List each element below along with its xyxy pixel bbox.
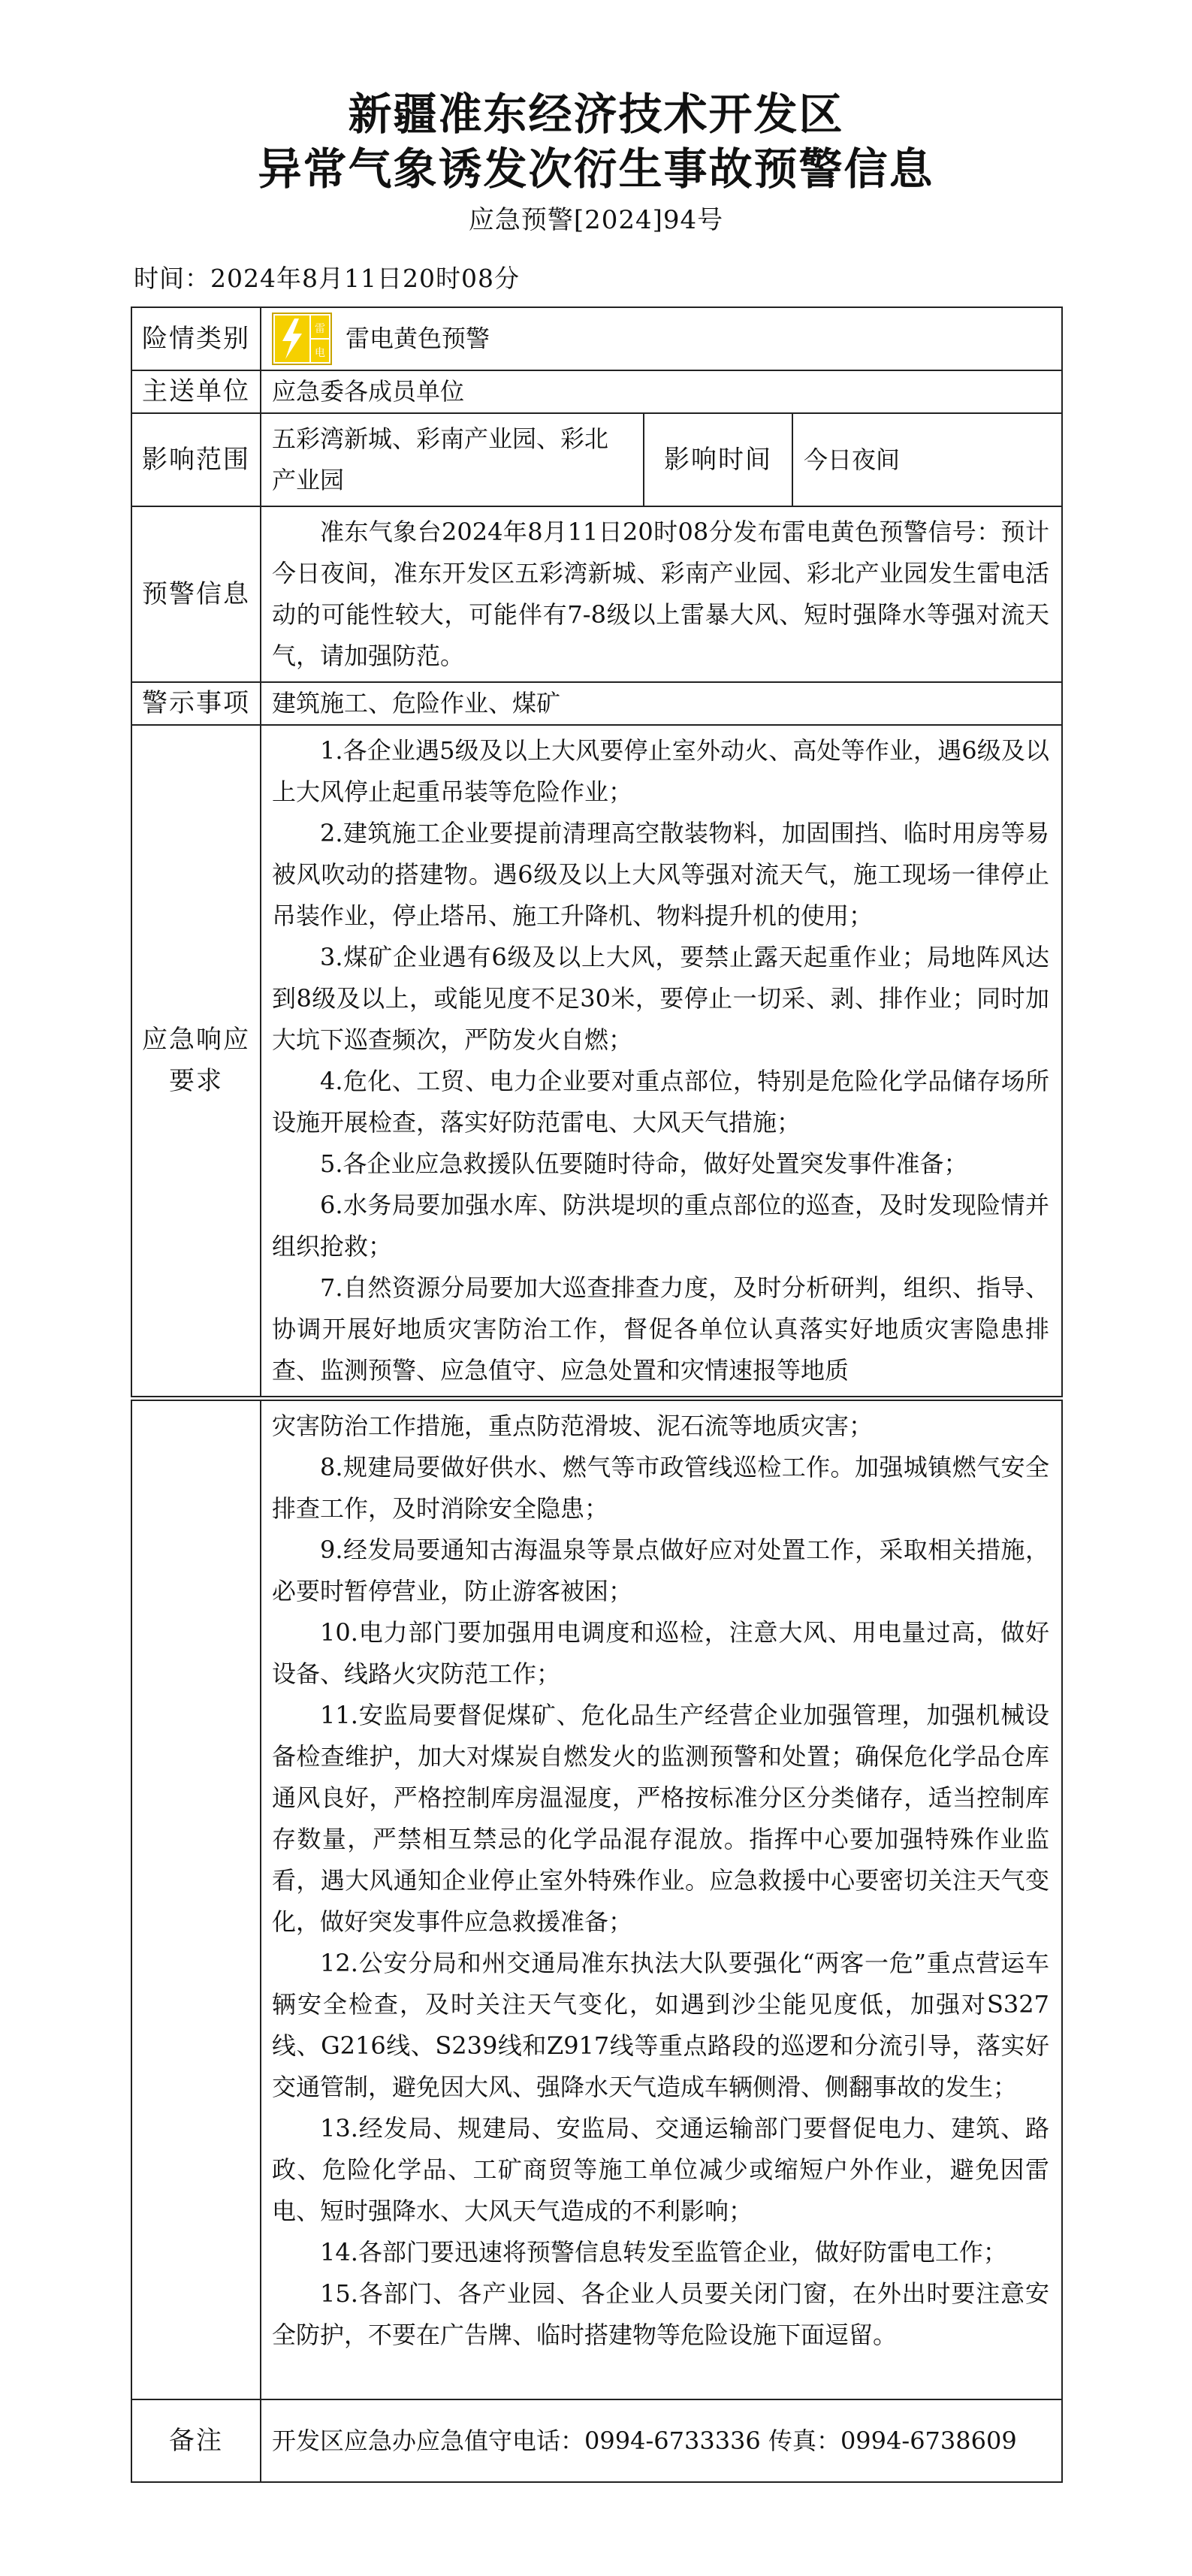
recipient-label: 主送单位	[131, 370, 261, 413]
risk-type-value: 雷电黄色预警	[346, 324, 490, 353]
list-item: 2.建筑施工企业要提前清理高空散装物料，加固围挡、临时用房等易被风吹动的搭建物。遇6级及以上大风等强对流天气，施工现场一律停止吊装作业，停止塔吊、施工升降机、物料提升机的使用；	[272, 819, 1050, 930]
list-item: 9.经发局要通知古海温泉等景点做好应对处置工作，采取相关措施，必要时暂停营业，防止游客被困；	[272, 1536, 1049, 1605]
row-notice	[131, 682, 1062, 725]
list-item: 14.各部门要迅速将预警信息转发至监管企业，做好防雷电工作；	[320, 2238, 1007, 2266]
response-label	[131, 725, 261, 1397]
remark-label: 备注	[131, 2399, 261, 2482]
impact-time-value: 今日夜间	[792, 413, 1062, 506]
row-scope	[131, 413, 1062, 506]
notice-label: 警示事项	[131, 682, 261, 725]
issue-time: 时间：2024年8月11日20时08分	[134, 264, 520, 293]
svg-text:雷: 雷	[315, 323, 325, 335]
list-item: 3.煤矿企业遇有6级及以上大风，要禁止露天起重作业；局地阵风达到8级及以上，或能见度不足30米，要停止一切采、剥、排作业；同时加大坑下巡查频次，严防发火自燃；	[272, 943, 1050, 1054]
row-warning-info	[131, 506, 1062, 682]
list-item: 12.公安分局和州交通局准东执法大队要强化“两客一危”重点营运车辆安全检查，及时关注天气变化，如遇到沙尘能见度低，加强对S327线、G216线、S239线和Z917线等重点路段的巡逻和分流引导，落实好交通管制，避免因大风、强降水天气造成车辆侧滑、侧翻事故的发生；	[272, 1949, 1049, 2101]
impact-time-label: 影响时间	[644, 413, 792, 506]
response-label-line1: 应急响应	[142, 1025, 250, 1055]
svg-text:电: 电	[315, 347, 325, 359]
remark-value: 开发区应急办应急值守电话：0994-6733336 传真：0994-6738609	[261, 2399, 1062, 2482]
list-item: 13.经发局、规建局、安监局、交通运输部门要督促电力、建筑、路政、危险化学品、工矿商贸等施工单位减少或缩短户外作业，避免因雷电、短时强降水、大风天气造成的不利影响；	[272, 2114, 1049, 2225]
row-recipient	[131, 370, 1062, 413]
response-items-page2	[261, 1400, 1062, 2399]
row-remark	[131, 2399, 1062, 2482]
risk-type-label: 险情类别	[131, 307, 261, 370]
list-item: 5.各企业应急救援队伍要随时待命，做好处置突发事件准备；	[320, 1149, 968, 1178]
row-response-page2	[131, 1400, 1062, 2399]
scope-value: 五彩湾新城、彩南产业园、彩北产业园	[261, 413, 644, 506]
title-line-1: 新疆准东经济技术开发区	[348, 89, 844, 140]
response-label-continued	[131, 1400, 261, 2399]
warning-info-cell	[261, 506, 1062, 682]
scope-label: 影响范围	[131, 413, 261, 506]
warning-info-value: 准东气象台2024年8月11日20时08分发布雷电黄色预警信号：预计今日夜间，准东开发区五彩湾新城、彩南产业园、彩北产业园发生雷电活动的可能性较大，可能伴有7-8级以上雷暴大风、短时强降水等强对流天气，请加强防范。	[272, 518, 1050, 670]
list-item: 10.电力部门要加强用电调度和巡检，注意大风、用电量过高，做好设备、线路火灾防范工作；	[272, 1618, 1049, 1688]
list-item: 1.各企业遇5级及以上大风要停止室外动火、高处等作业，遇6级及以上大风停止起重吊装等危险作业；	[272, 736, 1050, 806]
recipient-value: 应急委各成员单位	[261, 370, 1062, 413]
warning-info-label: 预警信息	[131, 506, 261, 682]
row-risk-type	[131, 307, 1062, 370]
list-item: 7.自然资源分局要加大巡查排查力度，及时分析研判，组织、指导、协调开展好地质灾害防治工作，督促各单位认真落实好地质灾害隐患排查、监测预警、应急值守、应急处置和灾情速报等地质	[272, 1273, 1050, 1385]
list-item: 11.安监局要督促煤矿、危化品生产经营企业加强管理，加强机械设备检查维护，加大对煤炭自燃发火的监测预警和处置；确保危化学品仓库通风良好，严格控制库房温湿度，严格按标准分区分类储存，适当控制库存数量，严禁相互禁忌的化学品混存混放。指挥中心要加强特殊作业监看，遇大风通知企业停止室外特殊作业。应急救援中心要密切关注天气变化，做好突发事件应急救援准备；	[272, 1701, 1049, 1936]
list-item: 8.规建局要做好供水、燃气等市政管线巡检工作。加强城镇燃气安全排查工作，及时消除安全隐患；	[272, 1453, 1049, 1523]
warning-table-continued	[131, 1400, 1063, 2483]
list-item: 4.危化、工贸、电力企业要对重点部位，特别是危险化学品储存场所设施开展检查，落实好防范雷电、大风天气措施；	[272, 1067, 1050, 1137]
title-line-2: 异常气象诱发次衍生事故预警信息	[258, 143, 934, 195]
response-label-line2: 要求	[169, 1066, 223, 1096]
document-number: 应急预警[2024]94号	[468, 205, 724, 235]
list-item: 6.水务局要加强水库、防洪堤坝的重点部位的巡查，及时发现险情并组织抢救；	[272, 1191, 1050, 1261]
risk-type-cell	[261, 307, 1062, 370]
list-item: 15.各部门、各产业园、各企业人员要关闭门窗，在外出时要注意安全防护，不要在广告牌、临时搭建物等危险设施下面逗留。	[272, 2279, 1049, 2349]
notice-value: 建筑施工、危险作业、煤矿	[261, 682, 1062, 725]
list-item: 灾害防治工作措施，重点防范滑坡、泥石流等地质灾害；	[272, 1412, 874, 1440]
lightning-warning-icon	[272, 313, 332, 365]
response-items-page1	[261, 725, 1062, 1397]
row-response-page1	[131, 725, 1062, 1397]
warning-table	[131, 307, 1063, 1397]
